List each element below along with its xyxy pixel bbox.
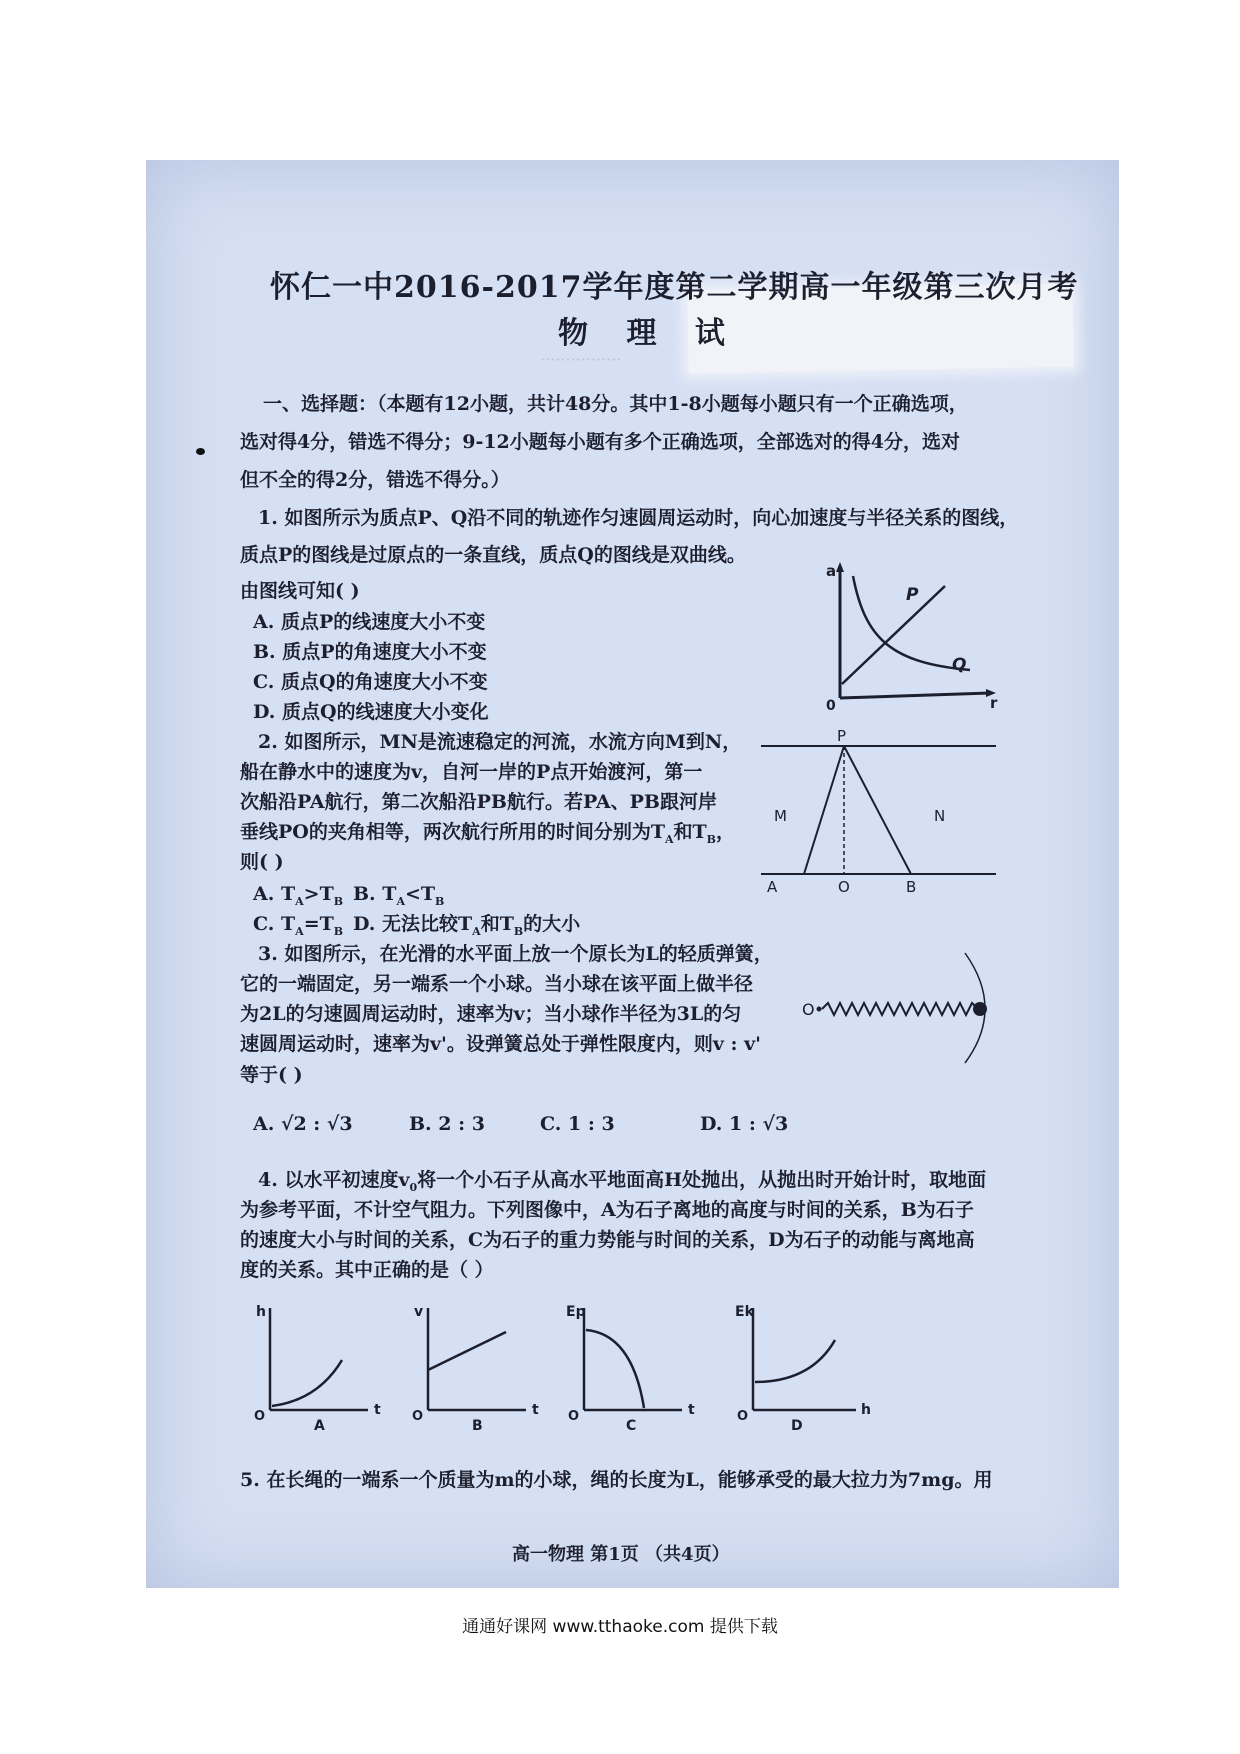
q1-origin: 0 [826,698,836,710]
q3-line1: 3. 如图所示，在光滑的水平面上放一个原长为L的轻质弹簧， [258,943,773,965]
bleed-through-text: ················ [540,350,622,369]
q3-spring-diagram [800,945,1010,1065]
svg-text:v: v [414,1304,424,1320]
q3-option-b: B. 2 : 3 [409,1113,485,1135]
q4-line-b [428,1332,506,1370]
q1-graph [820,558,1010,710]
q3-option-a: A. √2 : √3 [253,1113,353,1135]
q2-line4: 垂线PO的夹角相等，两次航行所用的时间分别为$T_A$和$T_B$， [240,821,735,846]
q2-river-diagram [756,726,1001,896]
exam-subtitle: 物 理 试 [558,316,739,351]
section1-line3: 但不全的得2分，错选不得分。） [240,469,510,491]
q2-line1: 2. 如图所示，MN是流速稳定的河流，水流方向M到N， [258,731,742,753]
q3-option-c: C. 1 : 3 [540,1113,615,1135]
q1-option-d: D. 质点Q的线速度大小变化 [253,701,489,723]
section1-line2: 选对得4分，错选不得分；9-12小题每小题有多个正确选项，全部选对的得4分，选对 [240,431,960,453]
svg-text:O: O [254,1409,266,1424]
q4-graph-d-label: D [791,1418,803,1434]
q2-line2: 船在静水中的速度为v，自河一岸的P点开始渡河，第一 [240,761,703,783]
ink-dot [196,448,205,455]
svg-text:h: h [861,1402,871,1418]
q1-ylabel: a [826,562,837,580]
q3-line3: 为2L的匀速圆周运动时，速率为v；当小球作半径为3L的匀 [240,1003,742,1025]
q1-line2: 质点P的图线是过原点的一条直线，质点Q的图线是双曲线。 [240,544,746,566]
q1-line1: 1. 如图所示为质点P、Q沿不同的轨迹作匀速圆周运动时，向心加速度与半径关系的图线， [258,507,1019,529]
section1-line1: 一、选择题：（本题有12小题，共计48分。其中1-8小题每小题只有一个正确选项， [263,393,968,415]
q1-line-p [842,586,945,684]
q1-xlabel: r [990,694,998,710]
q1-label-p: P [906,585,919,605]
svg-text:O: O [568,1409,580,1424]
q3-spring [822,1003,978,1015]
page-footer: 高一物理 第1页 （共4页） [512,1544,730,1565]
svg-text:O: O [737,1409,749,1424]
q4-graph-a [248,1300,413,1435]
q1-option-c: C. 质点Q的角速度大小不变 [253,671,488,693]
q4-graph-b [406,1300,571,1435]
svg-text:O: O [412,1409,424,1424]
q4-graph-d [731,1300,901,1435]
q2-line5: 则( ) [240,851,284,873]
svg-text:Ek: Ek [735,1304,754,1320]
q2-label-n: N [934,807,946,825]
q2-line3: 次船沿PA航行，第二次船沿PB航行。若PA、PB跟河岸 [240,791,717,813]
q2-path-pa [804,746,844,874]
q2-option-b: B. $T_A<T_B$ [353,883,445,908]
q2-label-b: B [906,878,917,896]
q3-option-d: D. 1 : √3 [700,1113,789,1135]
q3-line5: 等于( ) [240,1064,303,1086]
svg-text:h: h [256,1304,266,1320]
q1-label-q: Q [952,655,967,675]
q1-line3: 由图线可知( ) [240,580,360,602]
q4-graph-c [562,1300,727,1435]
q4-curve-a [272,1360,342,1406]
q3-label-o: O [802,1000,815,1019]
svg-text:t: t [374,1402,381,1418]
q4-curve-d [755,1340,835,1382]
q2-option-a: A. $T_A>T_B$ [253,883,344,908]
download-site-caption: 通通好课网 www.tthaoke.com 提供下载 [462,1617,778,1637]
q2-label-a: A [767,878,778,896]
q4-graph-c-label: C [626,1418,637,1434]
q2-path-pb [844,746,911,874]
q2-label-p: P [837,727,847,745]
q2-label-o: O [838,878,850,896]
q3-line2: 它的一端固定，另一端系一个小球。当小球在该平面上做半径 [240,973,754,995]
svg-text:Ep: Ep [566,1304,586,1320]
q1-option-a: A. 质点P的线速度大小不变 [253,611,486,633]
q3-pivot [817,1007,822,1012]
q4-graph-b-label: B [472,1418,483,1434]
q2-option-c: C. $T_A=T_B$ [253,913,344,938]
q4-line4: 度的关系。其中正确的是（ ） [240,1259,494,1281]
q2-option-d: D. 无法比较$T_A$和$T_B$的大小 [353,913,581,938]
exam-title: 怀仁一中2016-2017学年度第二学期高一年级第三次月考 [270,270,1079,305]
q4-line2: 为参考平面，不计空气阻力。下列图像中，A为石子离地的高度与时间的关系，B为石子 [240,1199,974,1221]
q3-line4: 速圆周运动时，速率为v'。设弹簧总处于弹性限度内，则v : v' [240,1033,761,1055]
q4-line3: 的速度大小与时间的关系，C为石子的重力势能与时间的关系，D为石子的动能与离地高 [240,1229,975,1251]
svg-text:t: t [688,1402,695,1418]
q4-curve-c [586,1330,644,1408]
q4-graph-a-label: A [314,1418,325,1434]
q1-option-b: B. 质点P的角速度大小不变 [253,641,487,663]
svg-text:t: t [532,1402,539,1418]
q4-line1: 4. 以水平初速度$v_0$将一个小石子从高水平地面高H处抛出，从抛出时开始计时，取地面 [258,1169,987,1194]
q2-label-m: M [774,807,787,825]
q5-line1: 5. 在长绳的一端系一个质量为m的小球，绳的长度为L，能够承受的最大拉力为7mg。用 [240,1469,993,1491]
q1-x-axis [840,693,990,698]
